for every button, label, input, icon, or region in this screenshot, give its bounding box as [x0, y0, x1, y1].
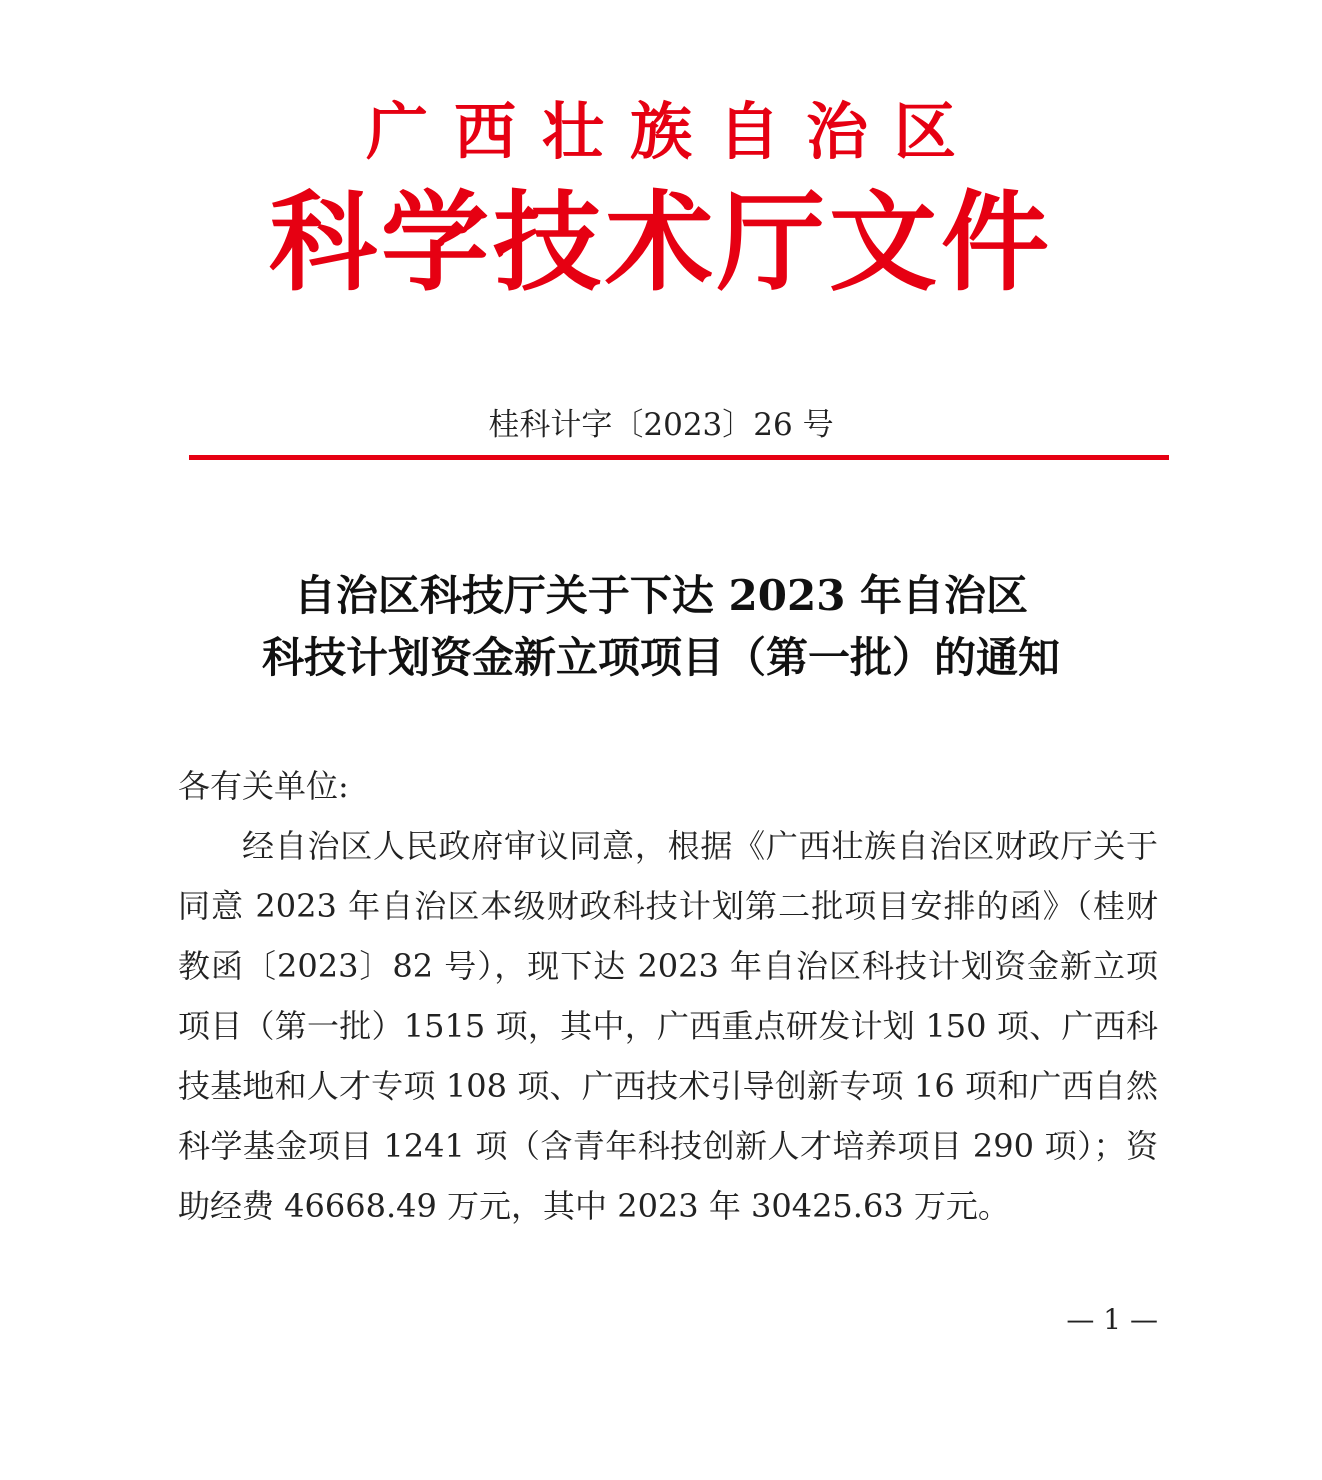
salutation: 各有关单位: [178, 767, 349, 805]
body-paragraph: 经自治区人民政府审议同意，根据《广西壮族自治区财政厅关于同意 2023 年自治区本级财政科技计划第二批项目安排的函》（桂财教函〔2023〕82 号），现下达 2023 年自治区科技计划资金新立项项目（第一批）1515 项，其中，广西重点研发计划 150 项、广西科技基地和人才专项 108 项、广西技术引导创新专项 16 项和广西自然科学基金项目 1241 项（含青年科技创新人才培养项目 290 项）；资助经费 46668.49 万元，其中 2023 年 30425.63 万元。 [178, 827, 1158, 1225]
document-number: 桂科计字〔2023〕26 号 [488, 407, 834, 443]
issuing-authority: 广西壮族自治区 [365, 95, 982, 168]
title-line-1: 自治区科技厅关于下达 2023 年自治区 [293, 571, 1029, 620]
title-line-2: 科技计划资金新立项项目（第一批）的通知 [261, 633, 1060, 682]
red-divider [189, 455, 1169, 460]
document-masthead: 科学技术厅文件 [268, 180, 1053, 306]
page-number: — 1 — [1066, 1303, 1158, 1336]
document-title [0, 565, 1322, 689]
